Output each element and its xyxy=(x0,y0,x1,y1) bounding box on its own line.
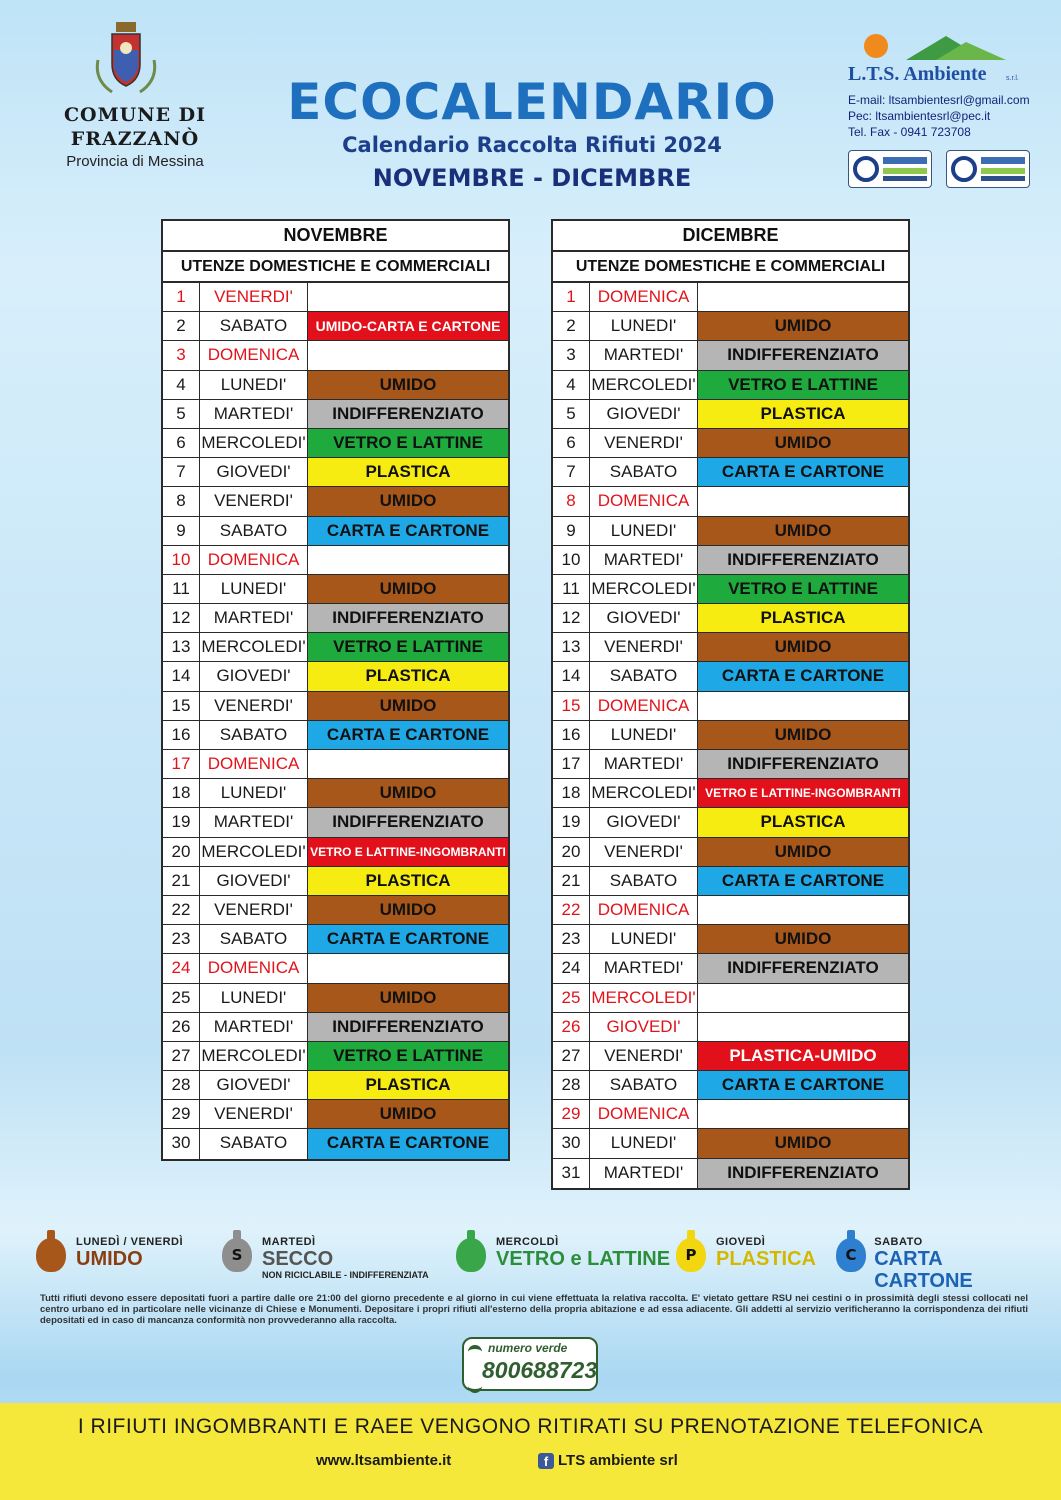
day-number: 25 xyxy=(163,984,200,1012)
day-number: 21 xyxy=(553,867,590,895)
legend-name: CARTA CARTONE xyxy=(874,1248,973,1292)
day-number: 22 xyxy=(163,896,200,924)
day-number: 10 xyxy=(163,546,200,574)
legend-note: NON RICICLABILE - INDIFFERENZIATA xyxy=(262,1270,429,1280)
collection-cell: UMIDO xyxy=(698,838,908,866)
facebook-link[interactable] xyxy=(538,1452,678,1469)
legend-name: UMIDO xyxy=(76,1248,143,1270)
table-row xyxy=(163,283,508,312)
weekday: GIOVEDI' xyxy=(590,400,698,428)
day-number: 23 xyxy=(553,925,590,953)
collection-cell: UMIDO xyxy=(698,1129,908,1157)
table-row xyxy=(163,400,508,429)
collection-cell: UMIDO-CARTA E CARTONE xyxy=(308,312,508,340)
collection-cell xyxy=(308,283,508,311)
weekday: LUNEDI' xyxy=(200,779,308,807)
day-number: 10 xyxy=(553,546,590,574)
collection-cell: UMIDO xyxy=(698,312,908,340)
day-number: 18 xyxy=(553,779,590,807)
day-number: 7 xyxy=(553,458,590,486)
collection-cell: INDIFFERENZIATO xyxy=(698,546,908,574)
numero-verde-label: numero verde xyxy=(488,1341,568,1355)
day-number: 29 xyxy=(163,1100,200,1128)
weekday: GIOVEDI' xyxy=(590,808,698,836)
comune-crest-icon xyxy=(92,20,160,98)
collection-cell xyxy=(698,283,908,311)
collection-cell xyxy=(308,341,508,369)
day-number: 30 xyxy=(553,1129,590,1157)
weekday: GIOVEDI' xyxy=(200,662,308,690)
legal-notice: Tutti rifiuti devono essere depositati fuori a partire dalle ore 21:00 del giorno precedente e al giorno in cui viene effettuata la relativa raccolta. E' vietato gettare RSU nei cestini o in prossimità degli stessi collocati nel centro urbano ed in particolare nelle vicinanze di Chiese e Monumenti. Depositare i propri rifiuti all'esterno della propria abitazione e ad essa adiacente. Gli addetti al servizio verificheranno la corrispondenza dei rifiuti depositati ed in caso di mancanza conformità non provvederanno alla raccolta. xyxy=(40,1293,1028,1326)
collection-cell: UMIDO xyxy=(308,692,508,720)
lts-name: L.T.S. Ambiente xyxy=(848,63,987,85)
collection-cell: PLASTICA xyxy=(308,662,508,690)
table-row xyxy=(553,517,908,546)
collection-cell xyxy=(308,546,508,574)
certification-iso9001-icon xyxy=(848,150,932,188)
weekday: VENERDI' xyxy=(590,838,698,866)
day-number: 9 xyxy=(163,517,200,545)
table-row xyxy=(163,1071,508,1100)
table-row xyxy=(553,984,908,1013)
novembre-subheader: UTENZE DOMESTICHE E COMMERCIALI xyxy=(163,252,508,283)
collection-cell: UMIDO xyxy=(698,721,908,749)
day-number: 21 xyxy=(163,867,200,895)
collection-cell: VETRO E LATTINE-INGOMBRANTI xyxy=(698,779,908,807)
table-row xyxy=(163,721,508,750)
table-row xyxy=(163,1013,508,1042)
legend-item xyxy=(36,1226,183,1272)
day-number: 1 xyxy=(163,283,200,311)
day-number: 24 xyxy=(553,954,590,982)
day-number: 26 xyxy=(553,1013,590,1041)
table-row xyxy=(163,458,508,487)
collection-cell: UMIDO xyxy=(698,633,908,661)
weekday: SABATO xyxy=(200,312,308,340)
day-number: 11 xyxy=(163,575,200,603)
day-number: 8 xyxy=(163,487,200,515)
table-row xyxy=(163,925,508,954)
collection-cell xyxy=(698,487,908,515)
day-number: 3 xyxy=(553,341,590,369)
legend-item xyxy=(456,1226,670,1272)
day-number: 6 xyxy=(553,429,590,457)
day-number: 30 xyxy=(163,1129,200,1158)
weekday: MERCOLEDI' xyxy=(590,575,698,603)
table-row xyxy=(553,371,908,400)
page-title: ECOCALENDARIO xyxy=(287,73,777,131)
table-row xyxy=(553,1071,908,1100)
table-row xyxy=(553,779,908,808)
day-number: 1 xyxy=(553,283,590,311)
weekday: VENERDI' xyxy=(200,692,308,720)
day-number: 14 xyxy=(553,662,590,690)
table-row xyxy=(553,312,908,341)
day-number: 9 xyxy=(553,517,590,545)
table-row xyxy=(163,604,508,633)
weekday: DOMENICA xyxy=(590,1100,698,1128)
weekday: VENERDI' xyxy=(590,429,698,457)
collection-cell: UMIDO xyxy=(698,517,908,545)
novembre-table xyxy=(161,219,510,1161)
page-subtitle: Calendario Raccolta Rifiuti 2024 xyxy=(342,133,722,157)
table-row xyxy=(553,487,908,516)
footer-message: I RIFIUTI INGOMBRANTI E RAEE VENGONO RITIRATI SU PRENOTAZIONE TELEFONICA xyxy=(77,1415,984,1438)
table-row xyxy=(553,604,908,633)
table-row xyxy=(553,458,908,487)
weekday: LUNEDI' xyxy=(590,312,698,340)
collection-cell: INDIFFERENZIATO xyxy=(308,604,508,632)
table-row xyxy=(163,954,508,983)
weekday: VENERDI' xyxy=(200,896,308,924)
legend-name: VETRO e LATTINE xyxy=(496,1248,671,1270)
day-number: 11 xyxy=(553,575,590,603)
collection-cell: INDIFFERENZIATO xyxy=(308,400,508,428)
table-row xyxy=(163,1042,508,1071)
day-number: 27 xyxy=(553,1042,590,1070)
table-row xyxy=(163,575,508,604)
weekday: MERCOLEDI' xyxy=(200,838,308,866)
legend xyxy=(36,1226,1036,1292)
day-number: 26 xyxy=(163,1013,200,1041)
day-number: 5 xyxy=(163,400,200,428)
collection-cell: UMIDO xyxy=(308,575,508,603)
collection-cell: CARTA E CARTONE xyxy=(308,517,508,545)
day-number: 15 xyxy=(163,692,200,720)
day-number: 28 xyxy=(163,1071,200,1099)
legend-name: SECCO xyxy=(262,1248,334,1270)
weekday: SABATO xyxy=(200,1129,308,1158)
legend-item xyxy=(222,1226,429,1280)
weekday: MERCOLEDI' xyxy=(590,779,698,807)
phone-icon xyxy=(468,1345,482,1393)
collection-cell: UMIDO xyxy=(308,984,508,1012)
footer-band xyxy=(0,1403,1061,1500)
dicembre-table xyxy=(551,219,910,1190)
legend-days: MERCOLDÌ xyxy=(496,1236,559,1248)
table-row xyxy=(163,867,508,896)
weekday: LUNEDI' xyxy=(590,721,698,749)
table-row xyxy=(553,692,908,721)
day-number: 29 xyxy=(553,1100,590,1128)
weekday: SABATO xyxy=(590,1071,698,1099)
collection-cell: PLASTICA xyxy=(698,808,908,836)
collection-cell: CARTA E CARTONE xyxy=(308,1129,508,1158)
numero-verde-number[interactable]: 800688723 xyxy=(482,1357,598,1383)
collection-cell: CARTA E CARTONE xyxy=(698,662,908,690)
day-number: 4 xyxy=(553,371,590,399)
weekday: MARTEDI' xyxy=(200,1013,308,1041)
table-row xyxy=(163,808,508,837)
collection-cell: INDIFFERENZIATO xyxy=(698,1159,908,1188)
weekday: LUNEDI' xyxy=(200,371,308,399)
collection-cell xyxy=(308,954,508,982)
day-number: 17 xyxy=(163,750,200,778)
collection-cell: INDIFFERENZIATO xyxy=(698,341,908,369)
collection-cell: UMIDO xyxy=(698,925,908,953)
collection-cell: CARTA E CARTONE xyxy=(698,1071,908,1099)
collection-cell: INDIFFERENZIATO xyxy=(698,750,908,778)
legend-name: PLASTICA xyxy=(716,1248,816,1270)
dicembre-subheader: UTENZE DOMESTICHE E COMMERCIALI xyxy=(553,252,908,283)
weekday: LUNEDI' xyxy=(200,984,308,1012)
day-number: 6 xyxy=(163,429,200,457)
table-row xyxy=(553,546,908,575)
table-row xyxy=(163,838,508,867)
weekday: VENERDI' xyxy=(590,1042,698,1070)
day-number: 3 xyxy=(163,341,200,369)
months-title: NOVEMBRE - DICEMBRE xyxy=(372,164,692,192)
table-row xyxy=(553,633,908,662)
day-number: 16 xyxy=(553,721,590,749)
table-row xyxy=(163,487,508,516)
collection-cell: CARTA E CARTONE xyxy=(308,925,508,953)
legend-days: SABATO xyxy=(874,1236,923,1248)
weekday: DOMENICA xyxy=(200,341,308,369)
weekday: SABATO xyxy=(590,662,698,690)
comune-name-line2: FRAZZANÒ xyxy=(70,128,200,150)
day-number: 4 xyxy=(163,371,200,399)
collection-cell: UMIDO xyxy=(308,896,508,924)
weekday: SABATO xyxy=(200,517,308,545)
collection-cell: PLASTICA xyxy=(698,604,908,632)
dicembre-month-header: DICEMBRE xyxy=(553,221,908,252)
weekday: VENERDI' xyxy=(200,1100,308,1128)
weekday: MERCOLEDI' xyxy=(590,984,698,1012)
collection-cell: CARTA E CARTONE xyxy=(698,458,908,486)
table-row xyxy=(163,546,508,575)
weekday: DOMENICA xyxy=(200,750,308,778)
weekday: DOMENICA xyxy=(590,692,698,720)
collection-cell: VETRO E LATTINE xyxy=(698,575,908,603)
weekday: MERCOLEDI' xyxy=(200,429,308,457)
weekday: VENERDI' xyxy=(590,633,698,661)
weekday: MARTEDI' xyxy=(590,546,698,574)
legend-days: GIOVEDÌ xyxy=(716,1236,766,1248)
day-number: 17 xyxy=(553,750,590,778)
collection-cell: PLASTICA xyxy=(308,1071,508,1099)
weekday: SABATO xyxy=(590,867,698,895)
collection-cell: UMIDO xyxy=(308,371,508,399)
table-row xyxy=(553,954,908,983)
weekday: GIOVEDI' xyxy=(590,1013,698,1041)
collection-cell xyxy=(698,692,908,720)
weekday: MARTEDI' xyxy=(590,954,698,982)
legend-days: LUNEDÌ / VENERDÌ xyxy=(76,1236,184,1248)
weekday: MARTEDI' xyxy=(200,604,308,632)
table-row xyxy=(553,1129,908,1158)
collection-cell: UMIDO xyxy=(698,429,908,457)
weekday: MARTEDI' xyxy=(590,750,698,778)
weekday: MARTEDI' xyxy=(590,341,698,369)
day-number: 15 xyxy=(553,692,590,720)
weekday: LUNEDI' xyxy=(200,575,308,603)
day-number: 22 xyxy=(553,896,590,924)
collection-cell: VETRO E LATTINE xyxy=(308,429,508,457)
collection-cell: UMIDO xyxy=(308,1100,508,1128)
table-row xyxy=(163,896,508,925)
collection-cell xyxy=(698,1100,908,1128)
day-number: 28 xyxy=(553,1071,590,1099)
waste-bag-icon xyxy=(36,1230,66,1272)
collection-cell: PLASTICA-UMIDO xyxy=(698,1042,908,1070)
table-row xyxy=(553,1042,908,1071)
day-number: 25 xyxy=(553,984,590,1012)
table-row xyxy=(553,283,908,312)
facebook-label: LTS ambiente srl xyxy=(558,1452,678,1469)
table-row xyxy=(553,925,908,954)
lts-suffix: s.r.l. xyxy=(1006,75,1019,82)
day-number: 5 xyxy=(553,400,590,428)
weekday: DOMENICA xyxy=(590,283,698,311)
day-number: 13 xyxy=(553,633,590,661)
lts-pec: Pec: ltsambientesrl@pec.it xyxy=(848,109,991,123)
waste-bag-icon: C xyxy=(836,1230,864,1272)
table-row xyxy=(163,984,508,1013)
weekday: MARTEDI' xyxy=(590,1159,698,1188)
website-link[interactable]: www.ltsambiente.it xyxy=(316,1452,452,1469)
table-row xyxy=(163,341,508,370)
collection-cell: INDIFFERENZIATO xyxy=(698,954,908,982)
lts-phone: Tel. Fax - 0941 723708 xyxy=(848,125,971,139)
table-row xyxy=(553,808,908,837)
collection-cell: VETRO E LATTINE xyxy=(308,633,508,661)
weekday: SABATO xyxy=(200,925,308,953)
collection-cell: CARTA E CARTONE xyxy=(698,867,908,895)
table-row xyxy=(553,750,908,779)
weekday: MERCOLEDI' xyxy=(590,371,698,399)
collection-cell xyxy=(698,896,908,924)
day-number: 19 xyxy=(553,808,590,836)
numero-verde-box[interactable] xyxy=(462,1337,598,1391)
table-row xyxy=(163,517,508,546)
day-number: 20 xyxy=(163,838,200,866)
weekday: LUNEDI' xyxy=(590,1129,698,1157)
table-row xyxy=(553,400,908,429)
table-row xyxy=(553,1100,908,1129)
weekday: GIOVEDI' xyxy=(200,1071,308,1099)
weekday: GIOVEDI' xyxy=(200,458,308,486)
table-row xyxy=(163,750,508,779)
day-number: 16 xyxy=(163,721,200,749)
weekday: DOMENICA xyxy=(590,896,698,924)
novembre-month-header: NOVEMBRE xyxy=(163,221,508,252)
weekday: DOMENICA xyxy=(200,954,308,982)
table-row xyxy=(163,312,508,341)
weekday: MARTEDI' xyxy=(200,400,308,428)
collection-cell: PLASTICA xyxy=(698,400,908,428)
comune-name-line1: COMUNE DI xyxy=(63,104,207,126)
weekday: GIOVEDI' xyxy=(200,867,308,895)
day-number: 20 xyxy=(553,838,590,866)
waste-bag-icon: S xyxy=(222,1230,252,1272)
collection-cell: UMIDO xyxy=(308,487,508,515)
table-row xyxy=(163,692,508,721)
collection-cell: PLASTICA xyxy=(308,867,508,895)
weekday: VENERDI' xyxy=(200,487,308,515)
table-row xyxy=(163,1100,508,1129)
day-number: 12 xyxy=(163,604,200,632)
day-number: 2 xyxy=(163,312,200,340)
day-number: 12 xyxy=(553,604,590,632)
collection-cell: INDIFFERENZIATO xyxy=(308,1013,508,1041)
certification-iso14001-icon xyxy=(946,150,1030,188)
provincia-label: Provincia di Messina xyxy=(66,153,204,170)
table-row xyxy=(553,867,908,896)
waste-bag-icon: P xyxy=(676,1230,706,1272)
table-row xyxy=(163,662,508,691)
table-row xyxy=(163,779,508,808)
weekday: VENERDI' xyxy=(200,283,308,311)
table-row xyxy=(163,429,508,458)
weekday: SABATO xyxy=(590,458,698,486)
day-number: 23 xyxy=(163,925,200,953)
legend-item xyxy=(676,1226,816,1272)
table-row xyxy=(553,662,908,691)
collection-cell: UMIDO xyxy=(308,779,508,807)
day-number: 7 xyxy=(163,458,200,486)
weekday: MARTEDI' xyxy=(200,808,308,836)
collection-cell: VETRO E LATTINE xyxy=(698,371,908,399)
collection-cell xyxy=(308,750,508,778)
table-row xyxy=(553,896,908,925)
waste-bag-icon xyxy=(456,1230,486,1272)
table-row xyxy=(553,1013,908,1042)
table-row xyxy=(553,721,908,750)
lts-email: E-mail: ltsambientesrl@gmail.com xyxy=(848,93,1030,107)
day-number: 27 xyxy=(163,1042,200,1070)
day-number: 8 xyxy=(553,487,590,515)
collection-cell: PLASTICA xyxy=(308,458,508,486)
day-number: 2 xyxy=(553,312,590,340)
table-row xyxy=(163,633,508,662)
table-row xyxy=(163,1129,508,1158)
table-row xyxy=(553,575,908,604)
collection-cell xyxy=(698,1013,908,1041)
day-number: 31 xyxy=(553,1159,590,1188)
day-number: 19 xyxy=(163,808,200,836)
collection-cell: VETRO E LATTINE xyxy=(308,1042,508,1070)
lts-logo xyxy=(846,30,1026,88)
table-row xyxy=(553,1159,908,1188)
day-number: 18 xyxy=(163,779,200,807)
collection-cell: VETRO E LATTINE-INGOMBRANTI xyxy=(308,838,508,866)
legend-days: MARTEDÌ xyxy=(262,1236,316,1248)
weekday: MERCOLEDI' xyxy=(200,633,308,661)
table-row xyxy=(553,341,908,370)
collection-cell xyxy=(698,984,908,1012)
weekday: DOMENICA xyxy=(200,546,308,574)
day-number: 24 xyxy=(163,954,200,982)
weekday: GIOVEDI' xyxy=(590,604,698,632)
table-row xyxy=(553,429,908,458)
weekday: MERCOLEDI' xyxy=(200,1042,308,1070)
day-number: 13 xyxy=(163,633,200,661)
weekday: DOMENICA xyxy=(590,487,698,515)
legend-item xyxy=(836,1226,1036,1292)
weekday: LUNEDI' xyxy=(590,925,698,953)
table-row xyxy=(553,838,908,867)
weekday: LUNEDI' xyxy=(590,517,698,545)
table-row xyxy=(163,371,508,400)
day-number: 14 xyxy=(163,662,200,690)
collection-cell: INDIFFERENZIATO xyxy=(308,808,508,836)
facebook-icon: f xyxy=(538,1453,554,1469)
weekday: SABATO xyxy=(200,721,308,749)
collection-cell: CARTA E CARTONE xyxy=(308,721,508,749)
